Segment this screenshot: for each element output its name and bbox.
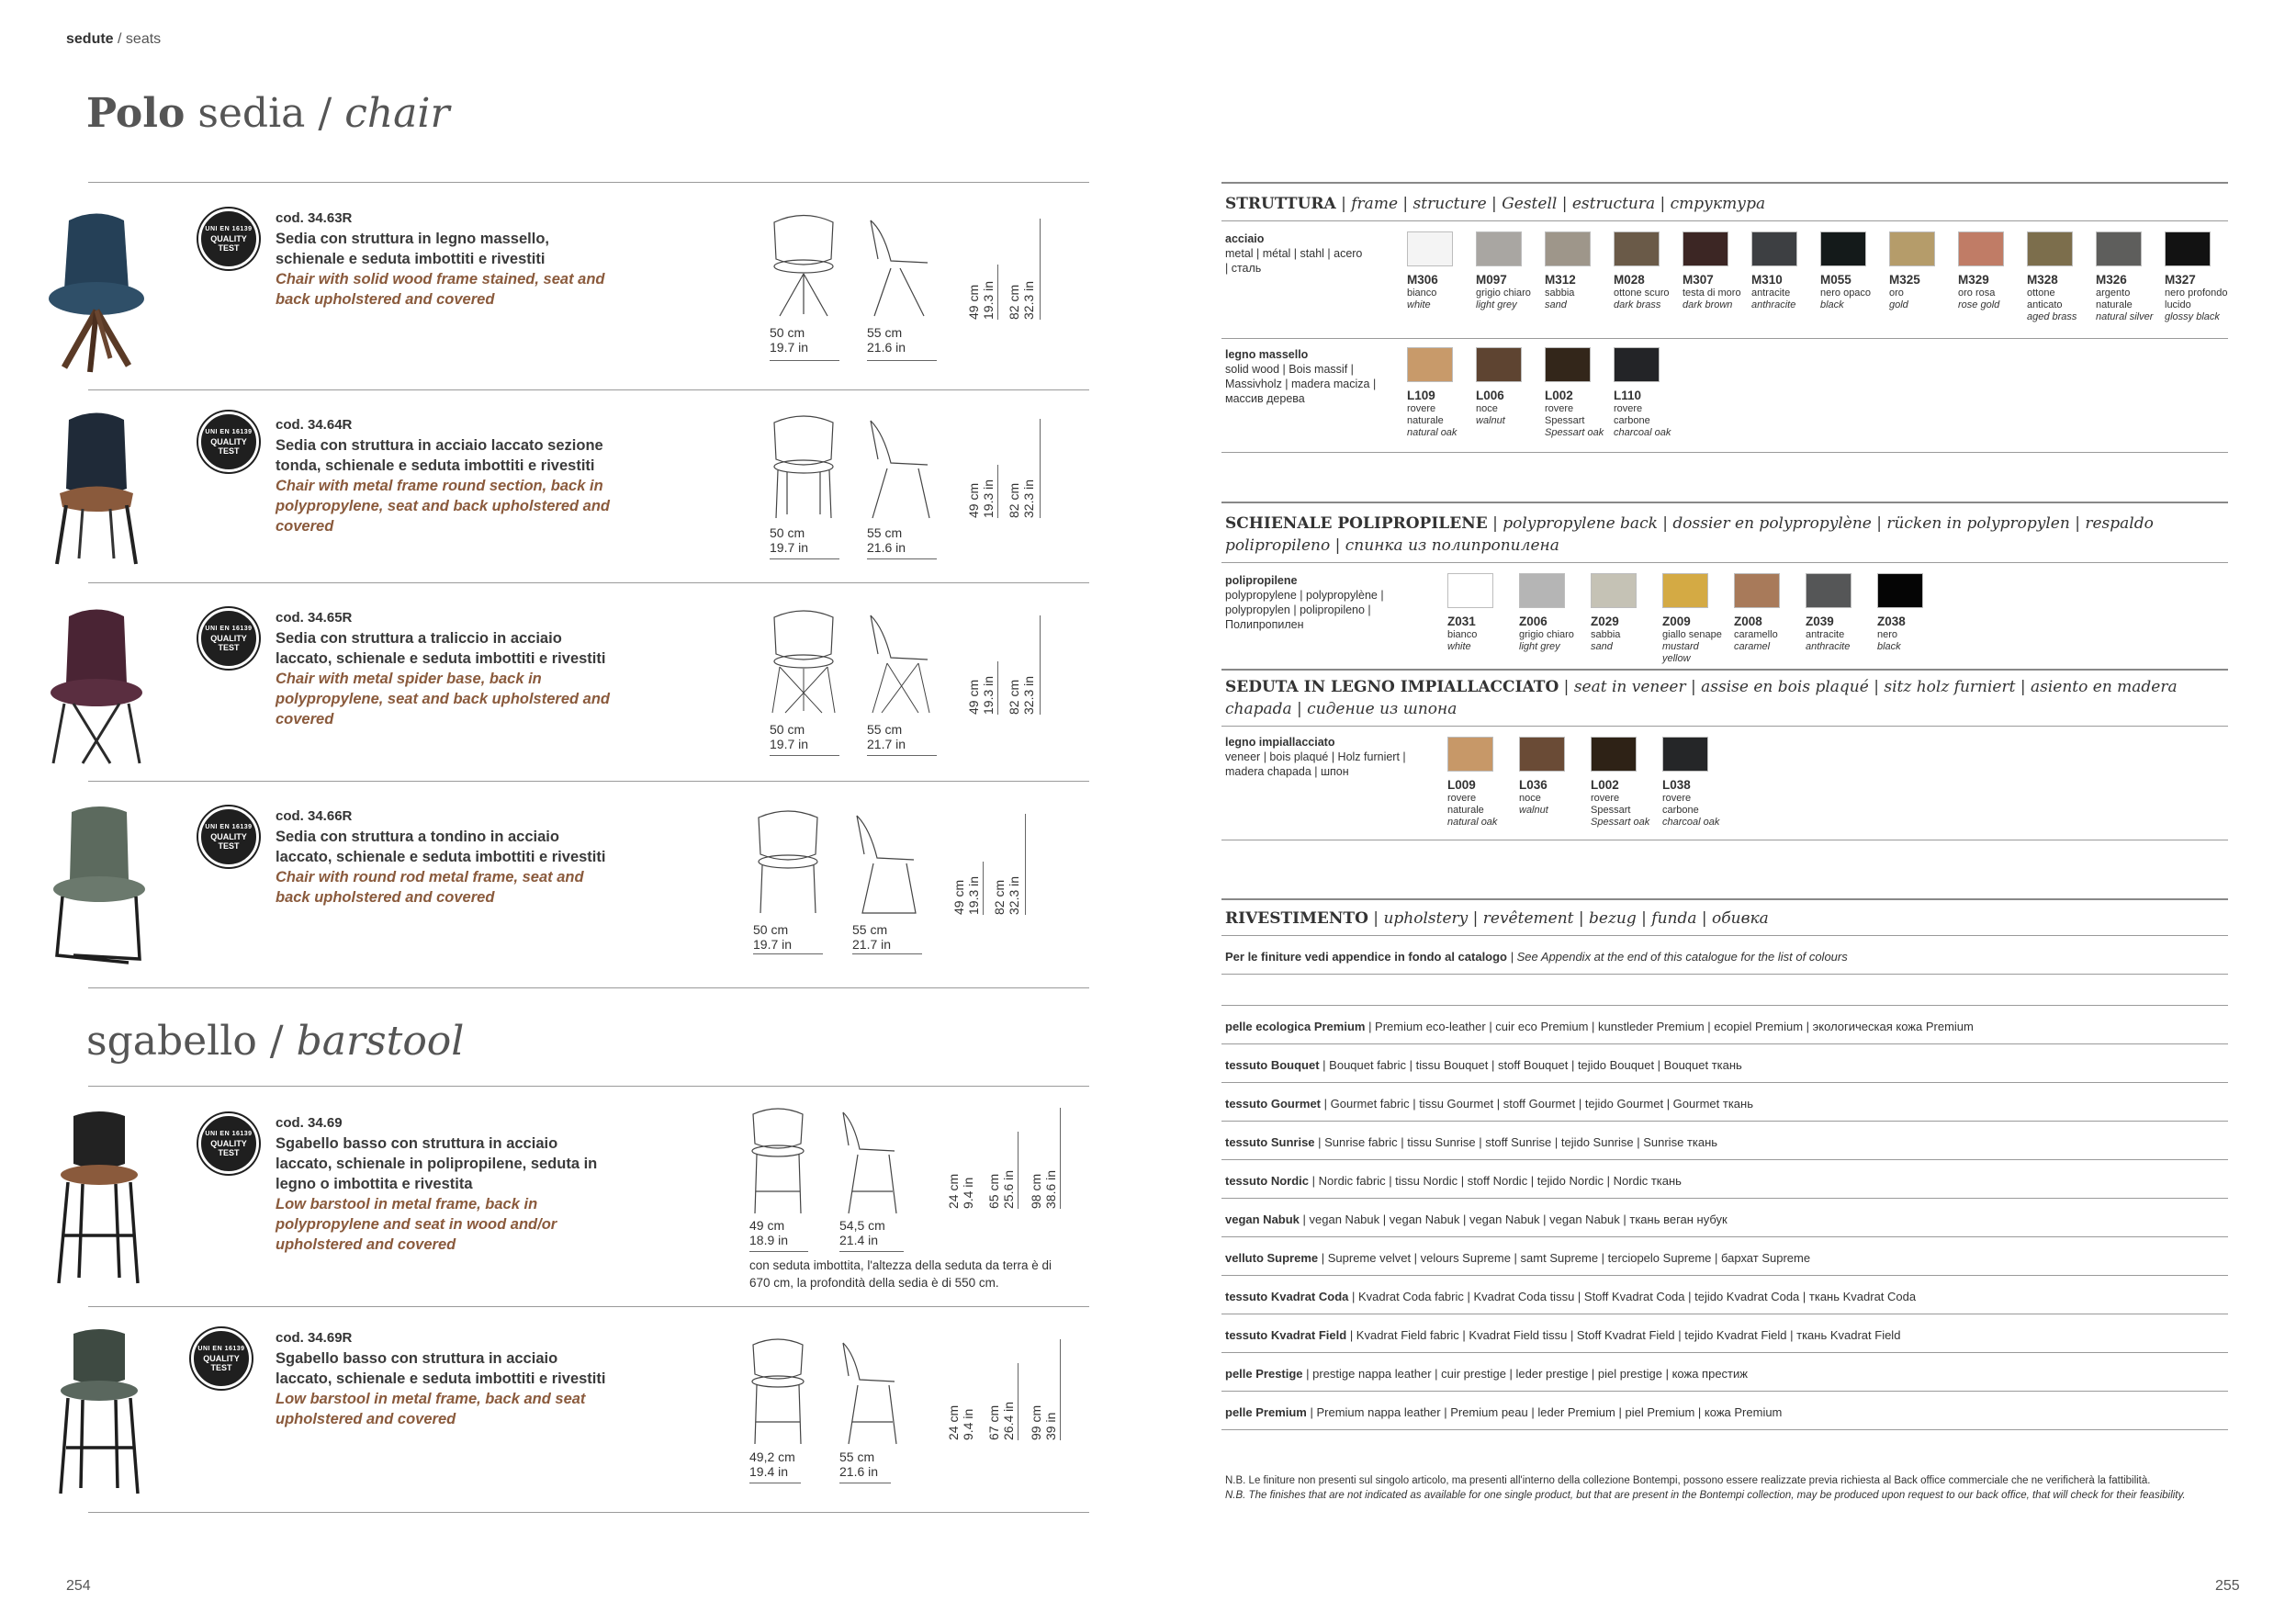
divider (1221, 182, 2228, 184)
swatch-label: M327 nero profondo lucido glossy black (2165, 273, 2228, 322)
product-code: cod. 34.64R (276, 417, 353, 433)
swatch-label: M329 oro rosa rose gold (1958, 273, 2000, 310)
color-swatch (1407, 231, 1453, 266)
color-swatch (1545, 347, 1591, 382)
swatch-label: M326 argento naturale natural silver (2096, 273, 2154, 322)
product-desc-en: Low barstool in metal frame, back and seat upholstered and covered (276, 1391, 586, 1427)
divider (88, 781, 1089, 782)
swatch-label: Z038 nero black (1877, 615, 1906, 652)
color-swatch (1734, 573, 1780, 608)
seat-height-dimension: 49 cm 19.3 in (966, 479, 996, 518)
total-height-dimension: 82 cm 32.3 in (1007, 479, 1036, 518)
quality-test-badge: UNI EN 16139 QUALITY TEST (198, 209, 259, 269)
total-height-dimension: 99 cm 39 in (1029, 1404, 1058, 1440)
divider (1221, 1352, 2228, 1353)
swatch-label: M055 nero opaco black (1820, 273, 1872, 310)
color-swatch (1820, 231, 1866, 266)
divider (1221, 220, 2228, 221)
color-swatch (1614, 347, 1660, 382)
upholstery-row: tessuto Kvadrat Field | Kvadrat Field fabric | Kvadrat Field tissu | Stoff Kvadrat Field | tejido Kvadrat Field | ткань Kvadrat Field (1225, 1328, 1901, 1342)
section-header-back: SCHIENALE POLIPROPILENE | polypropylene back | dossier en polypropylène | rücken in polypropylen | respaldo polipropileno | спинка из полипропилена (1225, 514, 2154, 555)
divider (1221, 1159, 2228, 1160)
upholstery-row: tessuto Sunrise | Sunrise fabric | tissu Sunrise | stoff Sunrise | tejido Sunrise | Sunrise ткань (1225, 1135, 1718, 1149)
total-height-dimension: 98 cm 38.6 in (1029, 1169, 1058, 1209)
divider (1221, 1043, 2228, 1044)
product-desc-en: Chair with round rod metal frame, seat and back upholstered and covered (276, 869, 584, 906)
divider (1221, 669, 2228, 671)
divider (1221, 1005, 2228, 1006)
color-swatch (2165, 231, 2211, 266)
depth-dimension: 55 cm 21.6 in (867, 525, 906, 555)
chair-photo (18, 406, 174, 571)
product-desc-it: Sedia con struttura a tondino in acciaio laccato, schienale e seduta imbottiti e rivestiti (276, 829, 606, 865)
swatch-label: M307 testa di moro dark brown (1683, 273, 1741, 310)
depth-dimension: 55 cm 21.6 in (867, 325, 906, 355)
color-swatch (1662, 737, 1708, 772)
product-code: cod. 34.63R (276, 210, 353, 226)
upholstery-row: tessuto Kvadrat Coda | Kvadrat Coda fabric | Kvadrat Coda tissu | Stoff Kvadrat Coda | tejido Kvadrat Coda | ткань Kvadrat Coda (1225, 1290, 1917, 1303)
finishes-note: N.B. Le finiture non presenti sul singolo articolo, ma presenti all'interno della collezione Bontempi, possono essere realizzate previa richiesta al Back office commerciale che ne verificherà la fattibilità. N.B. The finishes that are not indicated as available for one single product, but that are present in the Bontempi collection, may be produced upon request to our back office, that will check for their feasibility. (1225, 1475, 2186, 1501)
product-desc-it: Sgabello basso con struttura in acciaio laccato, schienale in polipropilene, seduta in legno o imbottita e rivestita (276, 1135, 598, 1192)
product-desc-it: Sedia con struttura in acciaio laccato sezione tonda, schienale e seduta imbottiti e rivestiti (276, 437, 603, 474)
swatch-label: M097 grigio chiaro light grey (1476, 273, 1531, 310)
page-number-right: 255 (2215, 1578, 2240, 1594)
divider (88, 987, 1089, 988)
divider (1221, 898, 2228, 900)
divider (1221, 1236, 2228, 1237)
swatch-label: L009 rovere naturale natural oak (1447, 778, 1498, 828)
armrest-height-dimension: 24 cm 9.4 in (946, 1173, 975, 1209)
chair-photo (18, 603, 174, 768)
swatch-label: L002 rovere Spessart Spessart oak (1591, 778, 1650, 828)
color-swatch (1476, 347, 1522, 382)
quality-test-badge: UNI EN 16139 QUALITY TEST (198, 1113, 259, 1174)
swatch-label: L109 rovere naturale natural oak (1407, 389, 1458, 438)
total-height-dimension: 82 cm 32.3 in (1007, 675, 1036, 715)
upholstery-row: tessuto Bouquet | Bouquet fabric | tissu Bouquet | stoff Bouquet | tejido Bouquet | Bouquet ткань (1225, 1058, 1742, 1072)
quality-test-badge: UNI EN 16139 QUALITY TEST (198, 806, 259, 867)
divider (1221, 338, 2228, 339)
section-header-seat: SEDUTA IN LEGNO IMPIALLACCIATO | seat in veneer | assise en bois plaqué | sitz holz furniert | asiento en madera chapada | сидение из шпона (1225, 678, 2178, 718)
side-view-drawing (836, 1107, 909, 1217)
product-code: cod. 34.66R (276, 808, 353, 824)
side-view-drawing (863, 610, 937, 720)
width-dimension: 49 cm 18.9 in (749, 1218, 789, 1247)
seat-height-dimension: 49 cm 19.3 in (951, 875, 981, 915)
swatch-label: L038 rovere carbone charcoal oak (1662, 778, 1720, 828)
divider (1221, 935, 2228, 936)
material-veneer-label: legno impiallacciato veneer | bois plaqué | Holz furniert | madera chapada | шпон (1225, 736, 1406, 778)
width-dimension: 49,2 cm 19.4 in (749, 1449, 795, 1479)
width-dimension: 50 cm 19.7 in (753, 922, 793, 952)
color-swatch (1877, 573, 1923, 608)
product-code: cod. 34.69R (276, 1330, 353, 1346)
swatch-label: M310 antracite anthracite (1751, 273, 1796, 310)
divider (1221, 502, 2228, 503)
upholstery-row: velluto Supreme | Supreme velvet | velours Supreme | samt Supreme | terciopelo Supreme | бархат Supreme (1225, 1251, 1811, 1265)
seat-height-dimension: 49 cm 19.3 in (966, 280, 996, 320)
barstool-photo (18, 1325, 174, 1499)
width-dimension: 50 cm 19.7 in (770, 325, 809, 355)
quality-test-badge: UNI EN 16139 QUALITY TEST (198, 412, 259, 472)
product-desc-en: Chair with metal frame round section, back in polypropylene, seat and back upholstered and covered (276, 478, 610, 535)
section-header-structure: STRUTTURA | frame | structure | Gestell | estructura | структура (1225, 195, 1766, 213)
swatch-label: L110 rovere carbone charcoal oak (1614, 389, 1671, 438)
depth-dimension: 55 cm 21.7 in (852, 922, 892, 952)
material-steel-label: acciaio metal | métal | stahl | acero | сталь (1225, 232, 1363, 275)
seat-height-dimension: 49 cm 19.3 in (966, 675, 996, 715)
depth-dimension: 54,5 cm 21.4 in (839, 1218, 885, 1247)
seat-height-dimension: 65 cm 25.6 in (986, 1169, 1016, 1209)
total-height-dimension: 82 cm 32.3 in (1007, 280, 1036, 320)
seat-note: con seduta imbottita, l'altezza della seduta da terra è di 670 cm, la profondità della sedia è di 550 cm. (749, 1258, 1052, 1290)
product-code: cod. 34.65R (276, 610, 353, 626)
front-view-drawing (767, 610, 840, 720)
divider (1221, 1121, 2228, 1122)
swatch-label: M325 oro gold (1889, 273, 1920, 310)
product-desc-it: Sedia con struttura in legno massello, schienale e seduta imbottiti e rivestiti (276, 231, 549, 267)
product-code: cod. 34.69 (276, 1115, 343, 1131)
divider (88, 182, 1089, 183)
swatch-label: M328 ottone anticato aged brass (2027, 273, 2077, 322)
swatch-label: Z031 bianco white (1447, 615, 1478, 652)
chair-photo (18, 801, 174, 966)
upholstery-row: pelle Premium | Premium nappa leather | Premium peau | leder Premium | piel Premium | кожа Premium (1225, 1405, 1783, 1419)
color-swatch (1889, 231, 1935, 266)
divider (88, 1086, 1089, 1087)
divider (1221, 1429, 2228, 1430)
color-swatch (2027, 231, 2073, 266)
color-swatch (1591, 737, 1637, 772)
quality-test-badge: UNI EN 16139 QUALITY TEST (198, 608, 259, 669)
seat-height-dimension: 67 cm 26.4 in (986, 1401, 1016, 1440)
swatch-label: M312 sabbia sand (1545, 273, 1576, 310)
product-desc-en: Chair with metal spider base, back in polypropylene, seat and back upholstered and covered (276, 671, 610, 727)
divider (1221, 1391, 2228, 1392)
swatch-label: L036 noce walnut (1519, 778, 1548, 816)
armrest-height-dimension: 24 cm 9.4 in (946, 1404, 975, 1440)
upholstery-row: tessuto Nordic | Nordic fabric | tissu Nordic | stoff Nordic | tejido Nordic | Nordic ткань (1225, 1174, 1682, 1188)
width-dimension: 50 cm 19.7 in (770, 525, 809, 555)
swatch-label: Z029 sabbia sand (1591, 615, 1621, 652)
divider (1221, 974, 2228, 975)
depth-dimension: 55 cm 21.6 in (839, 1449, 879, 1479)
upholstery-row: vegan Nabuk | vegan Nabuk | vegan Nabuk | vegan Nabuk | vegan Nabuk | ткань веган нубук (1225, 1212, 1728, 1226)
swatch-label: M028 ottone scuro dark brass (1614, 273, 1670, 310)
swatch-label: L006 noce walnut (1476, 389, 1505, 426)
barstool-photo (18, 1107, 174, 1291)
color-swatch (1958, 231, 2004, 266)
swatch-label: Z039 antracite anthracite (1806, 615, 1851, 652)
swatch-label: L002 rovere Spessart Spessart oak (1545, 389, 1604, 438)
side-view-drawing (863, 213, 937, 323)
divider (1221, 1082, 2228, 1083)
width-dimension: 50 cm 19.7 in (770, 722, 809, 751)
color-swatch (1519, 573, 1565, 608)
product-desc-en: Low barstool in metal frame, back in polypropylene and seat in wood and/or upholstered and covered (276, 1196, 557, 1253)
swatch-label: M306 bianco white (1407, 273, 1438, 310)
front-view-drawing (767, 213, 840, 323)
page-title: Polo sedia / chair (86, 90, 450, 137)
front-view-drawing (767, 415, 840, 525)
color-swatch (1614, 231, 1660, 266)
color-swatch (1447, 737, 1493, 772)
swatch-label: Z006 grigio chiaro light grey (1519, 615, 1574, 652)
color-swatch (1591, 573, 1637, 608)
swatch-label: Z008 caramello caramel (1734, 615, 1778, 652)
breadcrumb: sedute / seats (66, 31, 162, 47)
color-swatch (1806, 573, 1851, 608)
total-height-dimension: 82 cm 32.3 in (992, 875, 1021, 915)
page-number-left: 254 (66, 1578, 91, 1594)
color-swatch (2096, 231, 2142, 266)
depth-dimension: 55 cm 21.7 in (867, 722, 906, 751)
color-swatch (1519, 737, 1565, 772)
side-view-drawing (850, 810, 923, 920)
divider (88, 1512, 1089, 1513)
side-view-drawing (863, 415, 937, 525)
color-swatch (1476, 231, 1522, 266)
product-desc-it: Sgabello basso con struttura in acciaio laccato, schienale e seduta imbottiti e rivestiti (276, 1350, 606, 1387)
section-header-upholstery: RIVESTIMENTO | upholstery | revêtement | bezug | funda | обивка (1225, 909, 1769, 928)
color-swatch (1447, 573, 1493, 608)
section-title-barstool: sgabello / barstool (86, 1018, 465, 1065)
chair-photo (18, 202, 174, 377)
material-solid-wood-label: legno massello solid wood | Bois massif | Massivholz | madera maciza | массив дерева (1225, 348, 1377, 405)
divider (1221, 1198, 2228, 1199)
color-swatch (1545, 231, 1591, 266)
product-desc-en: Chair with solid wood frame stained, seat and back upholstered and covered (276, 271, 605, 308)
color-swatch (1751, 231, 1797, 266)
product-desc-it: Sedia con struttura a traliccio in acciaio laccato, schienale e seduta imbottiti e rivestiti (276, 630, 606, 667)
front-view-drawing (751, 810, 825, 920)
divider (1221, 562, 2228, 563)
front-view-drawing (746, 1337, 810, 1448)
color-swatch (1683, 231, 1728, 266)
divider (88, 582, 1089, 583)
divider (1221, 1275, 2228, 1276)
material-polypropylene-label: polipropilene polypropylene | polypropylène | polypropylen | polipropileno | Полипропилен (1225, 574, 1384, 631)
swatch-label: Z009 giallo senape mustard yellow (1662, 615, 1722, 664)
divider (88, 389, 1089, 390)
upholstery-row: pelle Prestige | prestige nappa leather | cuir prestige | leder prestige | piel prestige | кожа престиж (1225, 1367, 1748, 1381)
color-swatch (1407, 347, 1453, 382)
color-swatch (1662, 573, 1708, 608)
side-view-drawing (836, 1337, 909, 1448)
appendix-note: Per le finiture vedi appendice in fondo al catalogo | See Appendix at the end of this catalogue for the list of colours (1225, 950, 1848, 964)
front-view-drawing (746, 1107, 810, 1217)
divider (88, 1306, 1089, 1307)
divider (1221, 726, 2228, 727)
upholstery-row: pelle ecologica Premium | Premium eco-leather | cuir eco Premium | kunstleder Premium | ecopiel Premium | экологическая кожа Premium (1225, 1020, 1974, 1033)
upholstery-row: tessuto Gourmet | Gourmet fabric | tissu Gourmet | stoff Gourmet | tejido Gourmet | Gourmet ткань (1225, 1097, 1753, 1111)
quality-test-badge: UNI EN 16139 QUALITY TEST (191, 1328, 252, 1389)
divider (1221, 452, 2228, 453)
